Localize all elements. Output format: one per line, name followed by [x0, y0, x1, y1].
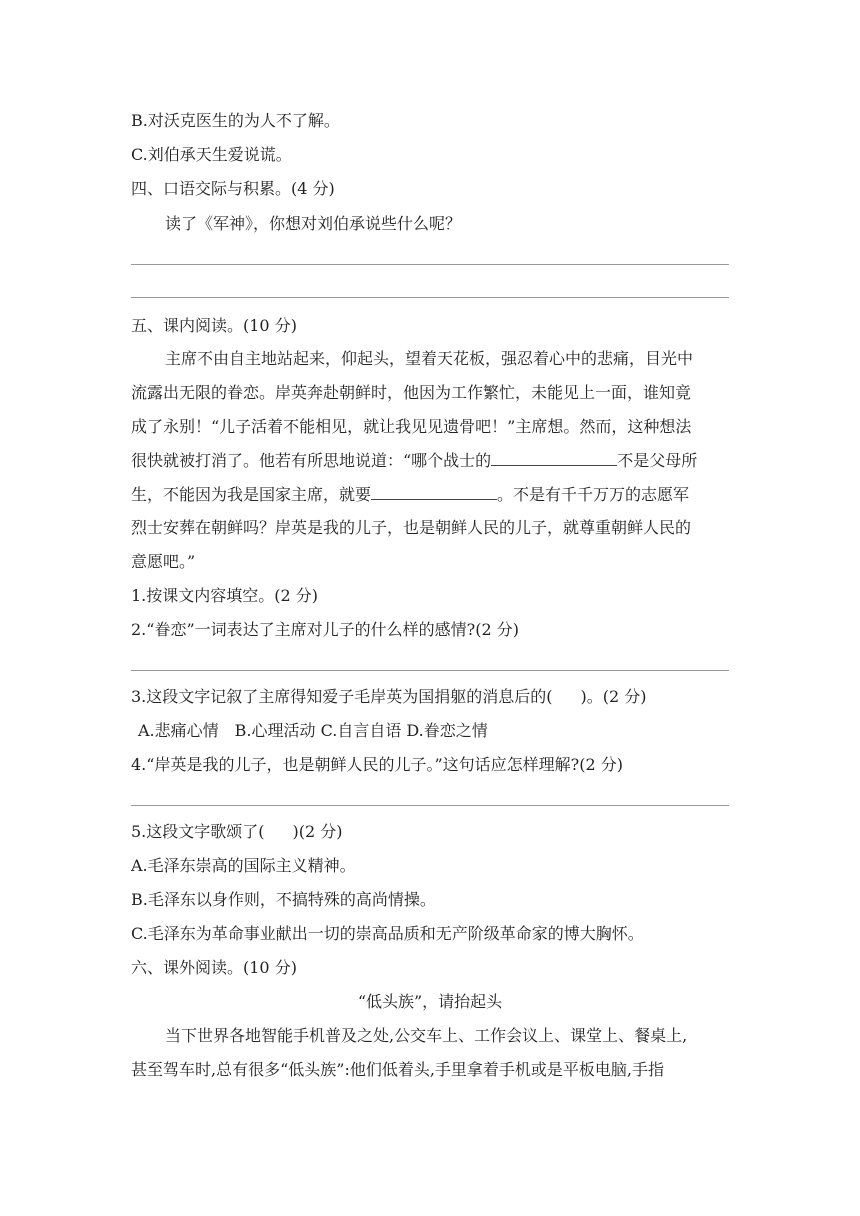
question-3: 3.这段文字记叙了主席得知爱子毛岸英为国捐躯的消息后的( )。(2 分): [131, 687, 647, 706]
question-3-options: A.悲痛心情 B.心理活动 C.自言自语 D.眷恋之情: [138, 721, 488, 740]
answer-line: [131, 297, 729, 298]
passage-line: 生，不能因为我是国家主席，就要 。不是有千千万万的志愿军: [131, 485, 690, 504]
section6-heading: 六、课外阅读。(10 分): [131, 958, 297, 977]
answer-line: [131, 264, 729, 265]
article-line: 当下世界各地智能手机普及之处,公交车上、工作会议上、课堂上、餐桌上,: [165, 1026, 688, 1045]
passage-line: 烈士安葬在朝鲜吗？岸英是我的儿子，也是朝鲜人民的儿子，就尊重朝鲜人民的: [131, 518, 692, 537]
question-2: 2.“眷恋”一词表达了主席对儿子的什么样的感情?(2 分): [131, 620, 519, 639]
option-b: B.毛泽东以身作则，不搞特殊的高尚情操。: [131, 890, 436, 909]
option-b: B.对沃克医生的为人不了解。: [131, 111, 340, 130]
fill-blank[interactable]: [371, 485, 497, 500]
passage-line: 很快就被打消了。他若有所思地说道：“哪个战士的 不是父母所: [131, 451, 698, 470]
option-a: A.毛泽东崇高的国际主义精神。: [131, 856, 356, 875]
section4-heading: 四、口语交际与积累。(4 分): [131, 179, 335, 198]
option-c: C.刘伯承天生爱说谎。: [131, 145, 292, 164]
fill-blank[interactable]: [491, 451, 617, 466]
answer-line: [131, 670, 729, 671]
question-1: 1.按课文内容填空。(2 分): [131, 586, 319, 605]
section4-prompt: 读了《军神》，你想对刘伯承说些什么呢？: [165, 214, 462, 233]
section5-heading: 五、课内阅读。(10 分): [131, 316, 297, 335]
passage-line: 意愿吧。”: [131, 552, 196, 571]
article-line: 甚至驾车时,总有很多“低头族”:他们低着头,手里拿着手机或是平板电脑,手指: [131, 1060, 665, 1079]
option-c: C.毛泽东为革命事业献出一切的崇高品质和无产阶级革命家的博大胸怀。: [131, 924, 644, 943]
answer-line: [131, 805, 729, 806]
passage-line: 主席不由自主地站起来，仰起头，望着天花板，强忍着心中的悲痛，目光中: [165, 349, 694, 368]
question-5: 5.这段文字歌颂了( )(2 分): [131, 822, 343, 841]
article-title: “低头族”，请抬起头: [357, 992, 503, 1011]
passage-line: 成了永别！“儿子活着不能相见，就让我见见遗骨吧！”主席想。然而，这种想法: [131, 417, 692, 436]
passage-line: 流露出无限的眷恋。岸英奔赴朝鲜时，他因为工作繁忙，未能见上一面，谁知竟: [131, 383, 692, 402]
question-4: 4.“岸英是我的儿子，也是朝鲜人民的儿子。”这句话应怎样理解?(2 分): [131, 755, 623, 774]
